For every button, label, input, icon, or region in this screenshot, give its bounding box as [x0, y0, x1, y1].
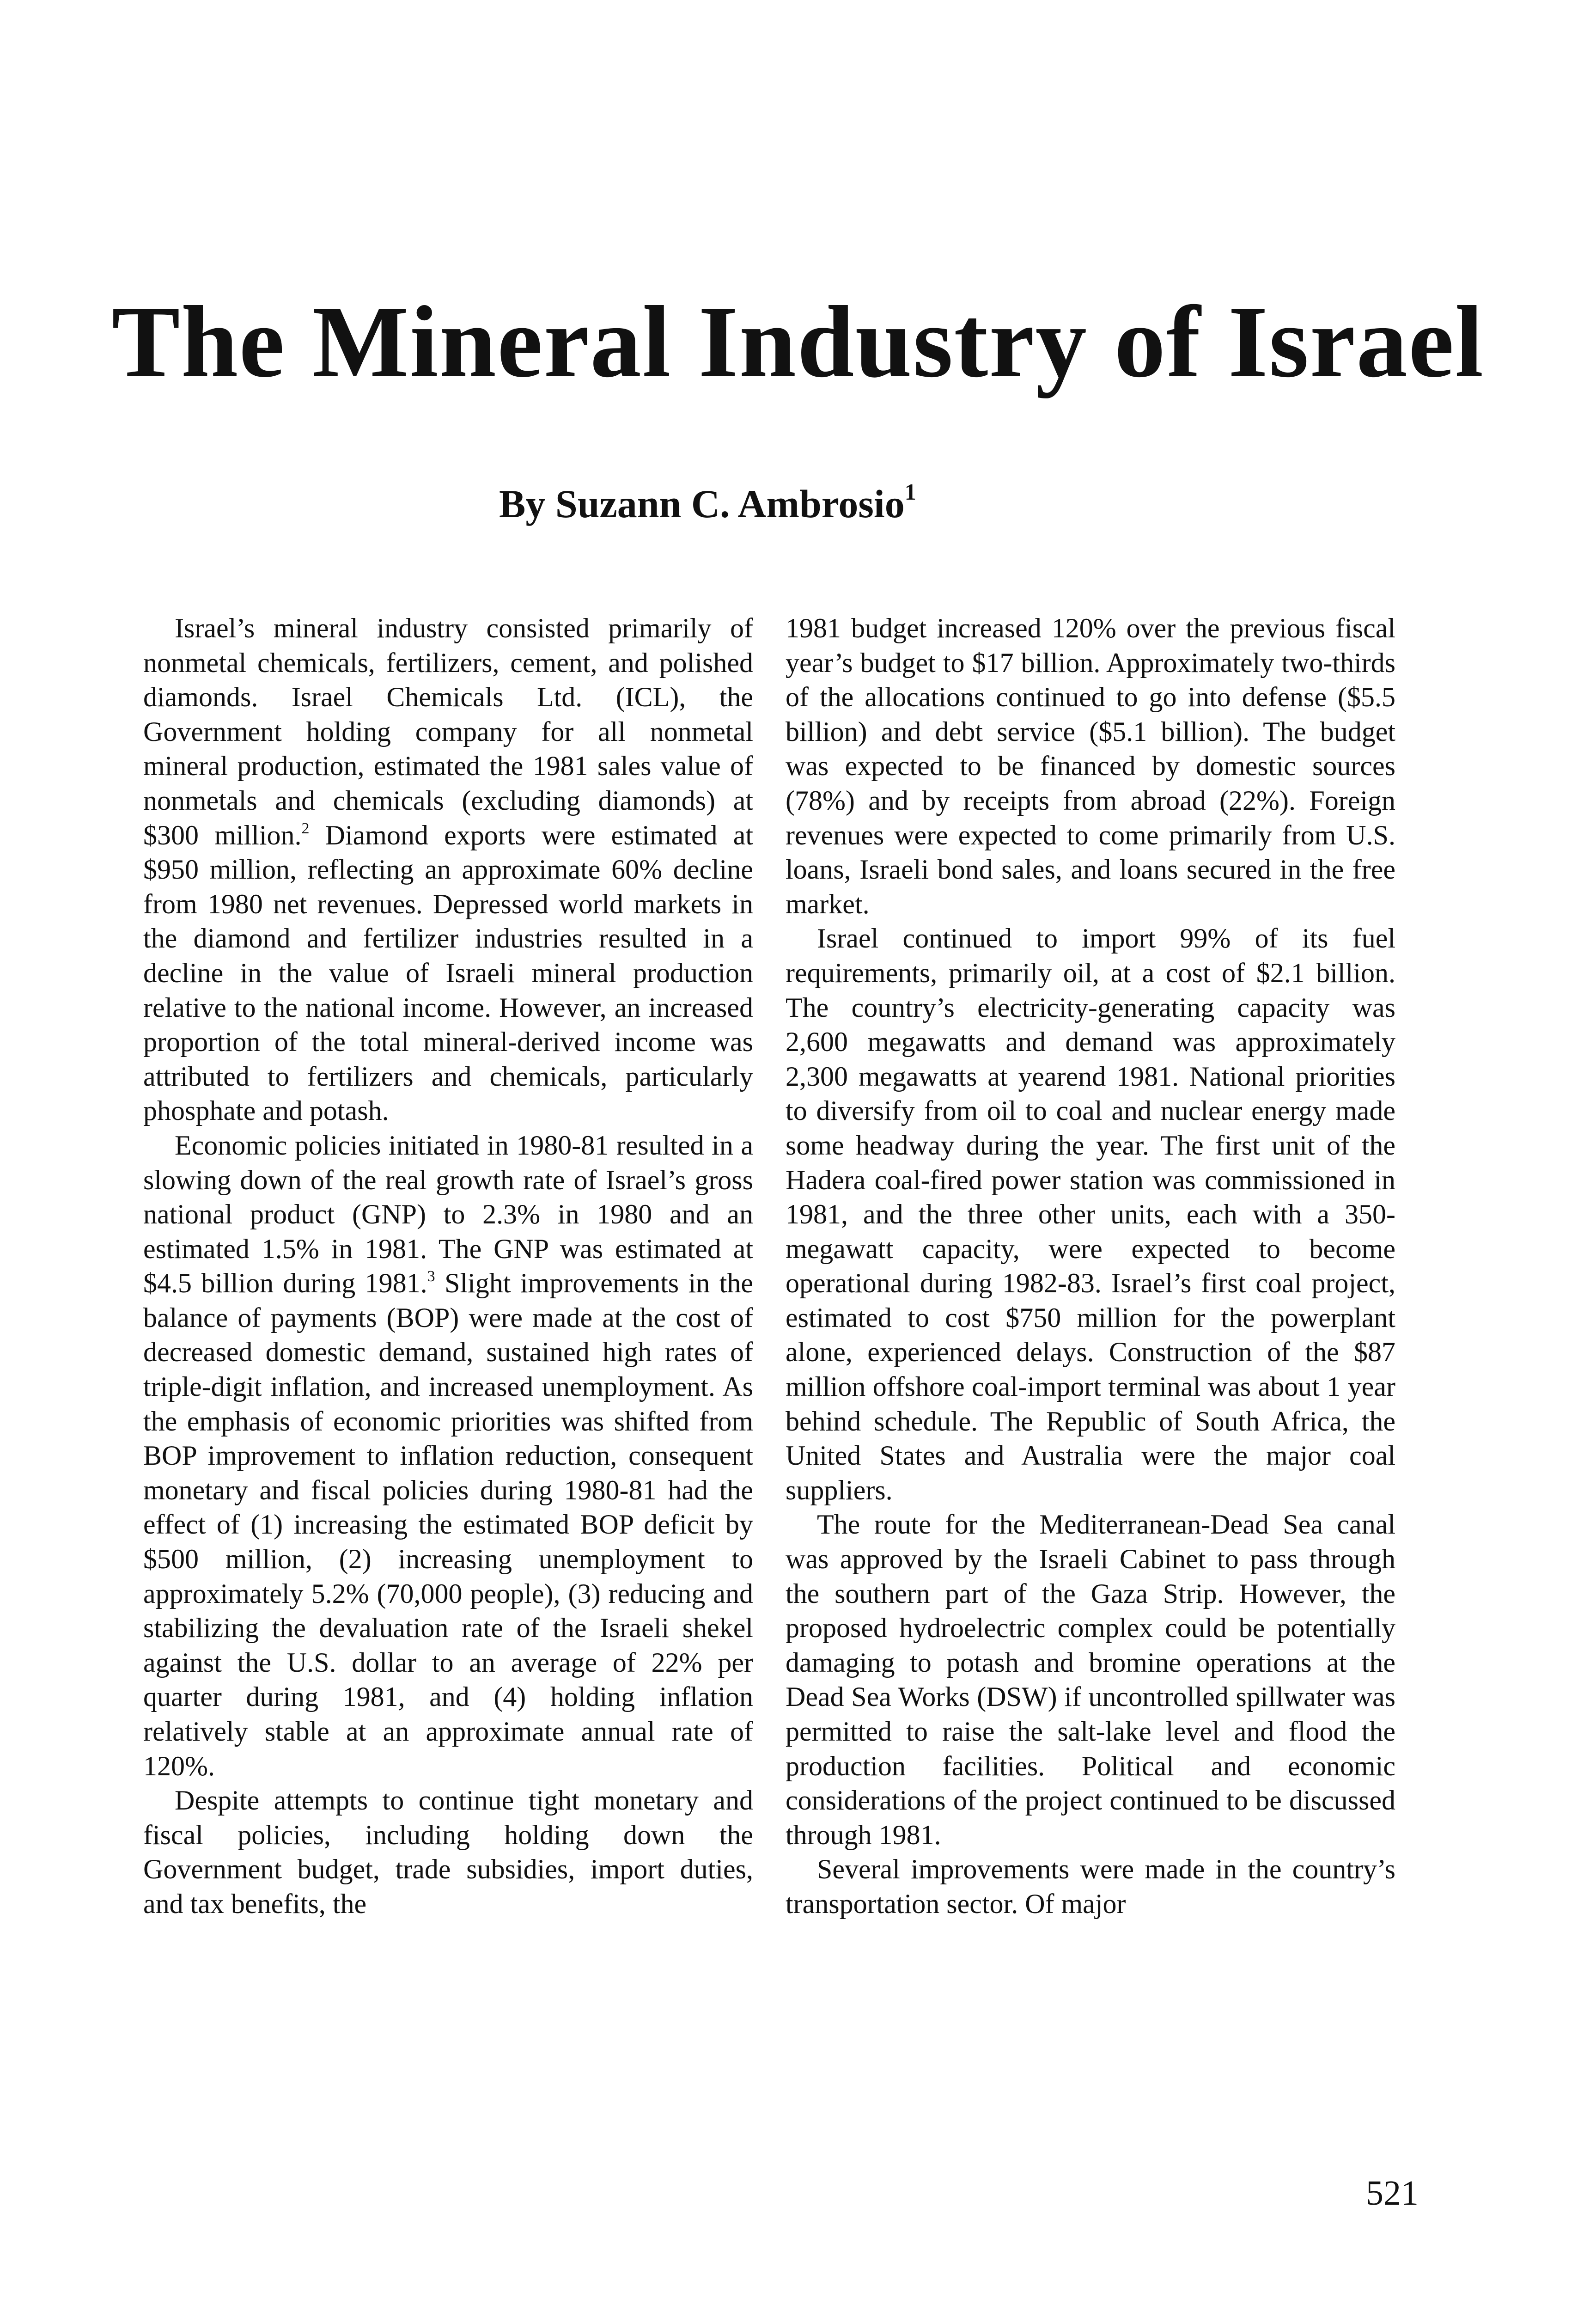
paragraph-text: Slight improvements in the balance of payments (BOP) were made at the cost of decreased domestic demand, sustained high rates of triple-digit inflation, and increased unemployment. As the emphasis of economic priorities was shifted from BOP improvement to inflation reduction, consequent monetary and fiscal policies during 1980-81 had the effect of (1) increasing the estimated BOP deficit by $500 million, (2) increasing unemployment to approximately 5.2% (70,000 people), (3) reducing and stabilizing the devaluation rate of the Israeli shekel against the U.S. dollar to an average of 22% per quarter during 1981, and (4) holding inflation relatively stable at an approximate annual rate of 120%.: [143, 1268, 753, 1781]
paragraph-transportation: Several improvements were made in the country’s transportation sector. Of major: [786, 1854, 1395, 1919]
left-column: [143, 611, 753, 1921]
article-title: The Mineral Industry of Israel: [111, 285, 1485, 399]
paragraph-text: Economic policies initiated in 1980-81 resulted in a slowing down of the real growth rate of Israel’s gross national product (GNP) to 2.3% in 1980 and an estimated 1.5% in 1981. The GNP was estimated at $4.5 billion during 1981.: [143, 1130, 753, 1299]
page-number: 521: [1366, 2174, 1419, 2213]
author-name: By Suzann C. Ambrosio: [499, 482, 905, 526]
footnote-marker: 3: [427, 1268, 435, 1285]
paragraph-text: Israel’s mineral industry consisted primarily of nonmetal chemicals, fertilizers, cement, and polished diamonds. Israel Chemicals Ltd. (ICL), the Government holding company for all nonmetal mineral production, estimated the 1981 sales value of nonmetals and chemicals (excluding diamonds) at $300 million.: [143, 613, 753, 850]
paragraph-budget-continued: 1981 budget increased 120% over the previous fiscal year’s budget to $17 billion. Approximately two-thirds of the allocations continued to go into defense ($5.5 billion) and debt service ($5.1 billion). The budget was expected to be financed by domestic sources (78%) and by receipts from abroad (22%). Foreign revenues were expected to come primarily from U.S. loans, Israeli bond sales, and loans secured in the free market.: [786, 613, 1395, 919]
paragraph-budget-start: Despite attempts to continue tight monetary and fiscal policies, including holding down the Government budget, trade subsidies, import duties, and tax benefits, the: [143, 1785, 753, 1919]
right-column: [786, 611, 1395, 1921]
author-footnote-marker: 1: [904, 479, 916, 505]
paragraph-fuel-energy: Israel continued to import 99% of its fuel requirements, primarily oil, at a cost of $2.1 billion. The country’s electricity-generating capacity was 2,600 megawatts and demand was approximately 2,300 megawatts at yearend 1981. National priorities to diversify from oil to coal and nuclear energy made some headway during the year. The first unit of the Hadera coal-fired power station was commissioned in 1981, and the three other units, each with a 350-megawatt capacity, were expected to become operational during 1982-83. Israel’s first coal project, estimated to cost $750 million for the powerplant alone, experienced delays. Construction of the $87 million offshore coal-import terminal was about 1 year behind schedule. The Republic of South Africa, the United States and Australia were the major coal suppliers.: [786, 923, 1395, 1505]
paragraph-canal-route: The route for the Mediterranean-Dead Sea canal was approved by the Israeli Cabinet to pass through the southern part of the Gaza Strip. However, the proposed hydroelectric complex could be potentially damaging to potash and bromine operations at the Dead Sea Works (DSW) if uncontrolled spillwater was permitted to raise the salt-lake level and flood the production facilities. Political and economic considerations of the project continued to be discussed through 1981.: [786, 1509, 1395, 1850]
paragraph-mineral-overview: [143, 611, 753, 1128]
paragraph-text: Diamond exports were estimated at $950 million, reflecting an approximate 60% decline from 1980 net revenues. Depressed world markets in the diamond and fertilizer industries resulted in a decline in the value of Israeli mineral production relative to the national income. However, an increased proportion of the total mineral-derived income was attributed to fertilizers and chemicals, particularly phosphate and potash.: [143, 819, 753, 1126]
author-byline: [499, 478, 1423, 529]
footnote-marker: 2: [301, 819, 310, 837]
paragraph-economic-policies: [143, 1128, 753, 1783]
